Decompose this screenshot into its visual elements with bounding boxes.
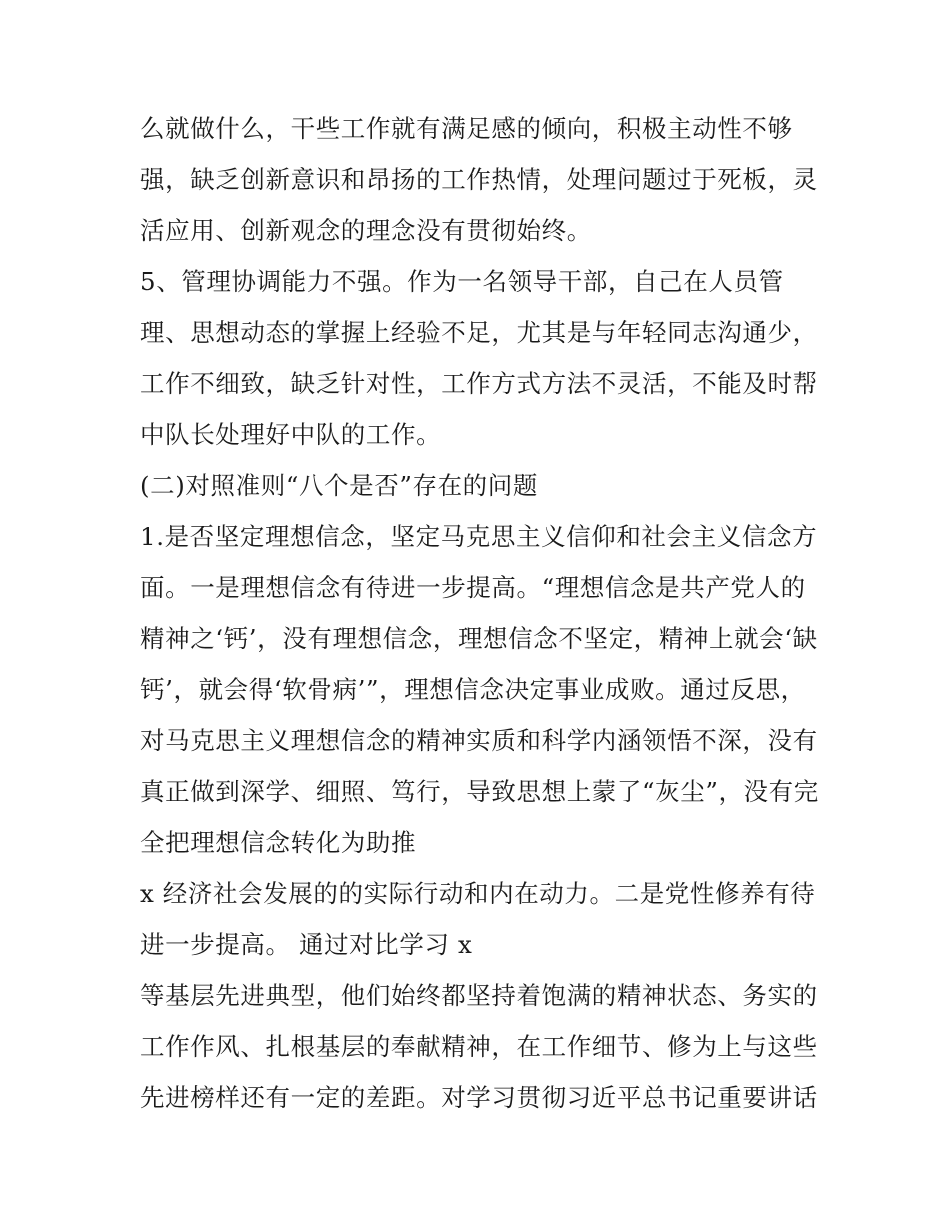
text-line: 工作不细致，缺乏针对性，工作方式方法不灵活，不能及时帮 (140, 369, 818, 398)
text-line: 全把理想信念转化为助推 (140, 828, 417, 857)
text-line: 强，缺乏创新意识和昂扬的工作热情，处理问题过于死板，灵 (140, 165, 818, 194)
text-line: x 经济社会发展的的实际行动和内在动力。二是党性修养有待 (140, 879, 816, 908)
text-line: 先进榜样还有一定的差距。对学习贯彻习近平总书记重要讲话 (140, 1083, 818, 1112)
text-line: 对马克思主义理想信念的精神实质和科学内涵领悟不深，没有 (140, 726, 818, 755)
text-line: 1.是否坚定理想信念，坚定马克思主义信仰和社会主义信念方 (140, 522, 818, 551)
text-line: 么就做什么，干些工作就有满足感的倾向，积极主动性不够 (140, 114, 793, 143)
text-line: 面。一是理想信念有待进一步提高。“理想信念是共产党人的 (140, 573, 806, 602)
text-line: 钙’，就会得‘软骨病’”，理想信念决定事业成败。通过反思， (140, 675, 806, 704)
text-line: 中队长处理好中队的工作。 (140, 420, 442, 449)
text-line: 进一步提高。 通过对比学习 x (140, 930, 473, 959)
text-line: 等基层先进典型，他们始终都坚持着饱满的精神状态、务实的 (140, 981, 818, 1010)
text-line: 理、思想动态的掌握上经验不足，尤其是与年轻同志沟通少， (140, 318, 818, 347)
section-heading: (二)对照准则“八个是否”存在的问题 (140, 471, 538, 500)
text-line: 真正做到深学、细照、笃行，导致思想上蒙了“灰尘”，没有完 (140, 777, 819, 806)
text-line: 5、管理协调能力不强。作为一名领导干部，自己在人员管 (140, 267, 784, 296)
text-line: 工作作风、扎根基层的奉献精神，在工作细节、修为上与这些 (140, 1032, 818, 1061)
text-line: 精神之‘钙’，没有理想信念，理想信念不坚定，精神上就会‘缺 (140, 624, 818, 653)
text-line: 活应用、创新观念的理念没有贯彻始终。 (140, 216, 592, 245)
